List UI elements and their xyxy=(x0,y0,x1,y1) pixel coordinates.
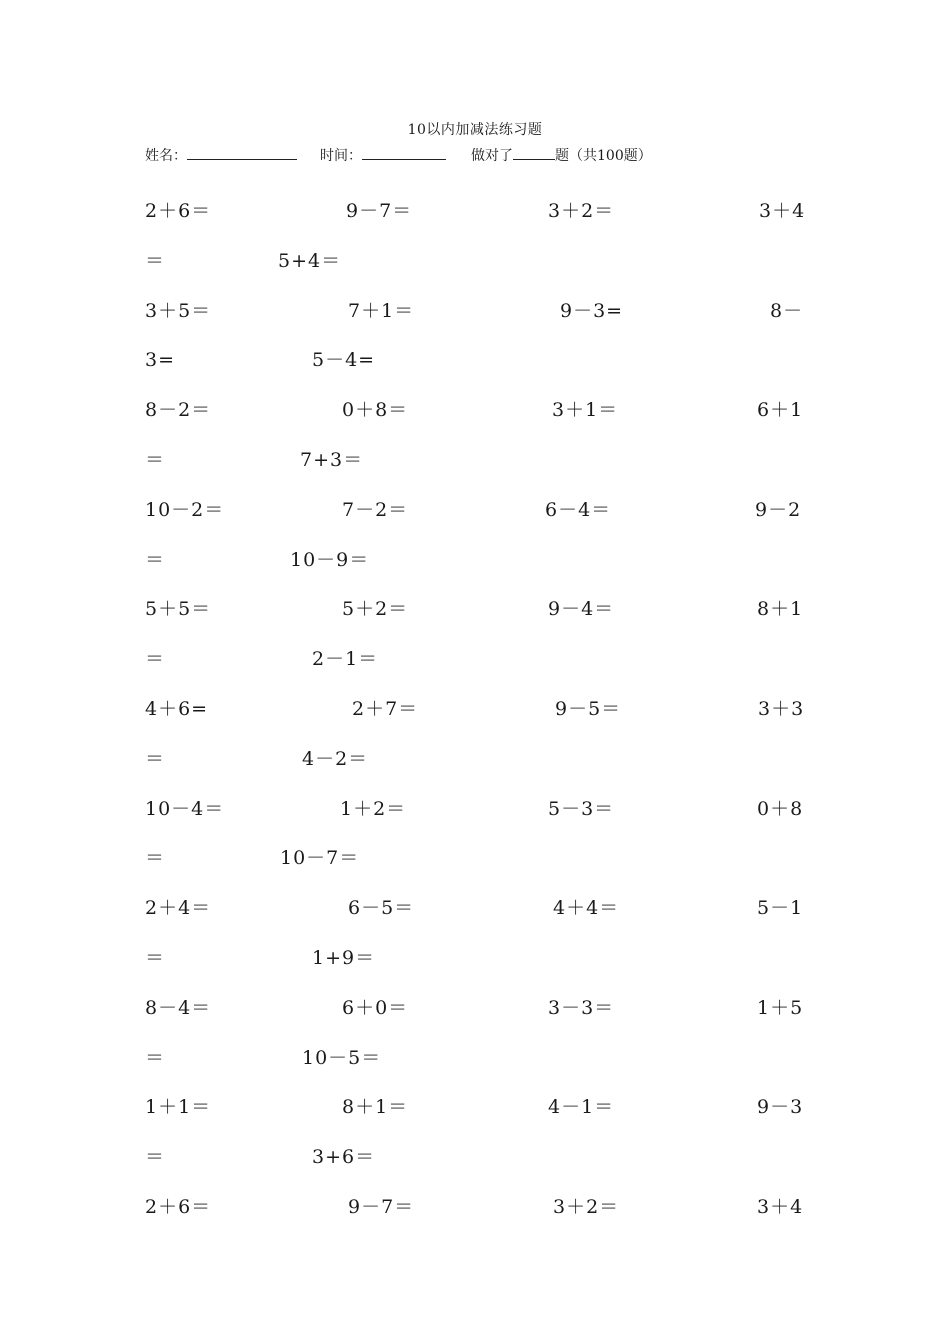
problem-14-1: 6－5＝ xyxy=(348,897,415,920)
problem-10-2: 9－5＝ xyxy=(555,698,622,720)
problem-8-0: 5＋5＝ xyxy=(145,598,212,621)
time-label: 时间： xyxy=(320,148,362,164)
problem-3-0: 3= xyxy=(145,349,176,372)
correct-label: 做对了 xyxy=(471,148,513,164)
name-label: 姓名： xyxy=(145,148,187,164)
problem-13-0: ＝ xyxy=(145,847,166,870)
problem-4-0: 8－2＝ xyxy=(145,399,212,422)
problem-6-3: 9－2 xyxy=(755,498,802,521)
problem-12-0: 10－4＝ xyxy=(145,797,225,820)
score-field xyxy=(471,144,652,165)
problem-14-3: 5－1 xyxy=(757,897,804,920)
problem-3-1: 5－4= xyxy=(312,349,376,372)
problem-7-1: 10－9＝ xyxy=(290,548,370,571)
problem-18-0: 1＋1＝ xyxy=(145,1096,212,1119)
problem-20-3: 3＋4 xyxy=(757,1196,804,1218)
problem-0-3: 3＋4 xyxy=(759,200,806,222)
problem-17-1: 10－5＝ xyxy=(302,1046,382,1069)
problem-16-1: 6＋0＝ xyxy=(342,996,409,1019)
problem-10-1: 2＋7＝ xyxy=(352,698,419,720)
problem-17-0: ＝ xyxy=(145,1046,166,1069)
problem-6-1: 7－2＝ xyxy=(342,498,409,521)
problem-11-0: ＝ xyxy=(145,747,166,770)
problem-14-0: 2＋4＝ xyxy=(145,897,212,920)
problem-18-2: 4－1＝ xyxy=(548,1096,615,1119)
problem-15-1: 1+9＝ xyxy=(312,947,376,969)
problem-19-1: 3+6＝ xyxy=(312,1146,376,1169)
problem-13-1: 10－7＝ xyxy=(280,847,360,870)
problem-16-3: 1＋5 xyxy=(757,996,804,1019)
problem-0-1: 9－7＝ xyxy=(346,200,413,222)
problem-2-2: 9－3= xyxy=(560,299,624,322)
problem-12-2: 5－3＝ xyxy=(548,797,615,820)
problem-2-0: 3＋5＝ xyxy=(145,299,212,322)
total-label: 题（共100题） xyxy=(555,148,652,164)
problem-18-1: 8＋1＝ xyxy=(342,1096,409,1119)
problem-19-0: ＝ xyxy=(145,1146,166,1169)
problem-6-2: 6－4＝ xyxy=(545,498,612,521)
problem-8-3: 8＋1 xyxy=(757,598,804,621)
time-blank[interactable] xyxy=(362,144,446,160)
problem-16-2: 3－3＝ xyxy=(548,996,615,1019)
problem-11-1: 4－2＝ xyxy=(302,747,369,770)
problem-6-0: 10－2＝ xyxy=(145,498,225,521)
name-blank[interactable] xyxy=(187,144,297,160)
correct-count-blank[interactable] xyxy=(513,144,555,160)
problem-9-1: 2－1＝ xyxy=(312,648,379,671)
time-field xyxy=(320,144,446,165)
problem-5-0: ＝ xyxy=(145,449,166,471)
problem-18-3: 9－3 xyxy=(757,1096,804,1119)
problem-9-0: ＝ xyxy=(145,648,166,671)
problem-10-0: 4＋6= xyxy=(145,698,209,720)
problem-0-0: 2＋6＝ xyxy=(145,200,212,222)
problem-0-2: 3＋2＝ xyxy=(548,200,615,222)
problem-5-1: 7+3＝ xyxy=(300,449,364,471)
problem-20-1: 9－7＝ xyxy=(348,1196,415,1218)
problem-1-1: 5+4＝ xyxy=(278,249,342,272)
problem-2-1: 7＋1＝ xyxy=(348,299,415,322)
problem-20-0: 2＋6＝ xyxy=(145,1196,212,1218)
problem-15-0: ＝ xyxy=(145,947,166,969)
problem-4-3: 6＋1 xyxy=(757,399,804,422)
problem-12-3: 0＋8 xyxy=(757,797,804,820)
problem-12-1: 1＋2＝ xyxy=(340,797,407,820)
problem-2-3: 8－ xyxy=(770,299,804,322)
problem-4-2: 3＋1＝ xyxy=(552,399,619,422)
problem-8-2: 9－4＝ xyxy=(548,598,615,621)
problem-20-2: 3＋2＝ xyxy=(553,1196,620,1218)
problem-16-0: 8－4＝ xyxy=(145,996,212,1019)
problem-10-3: 3＋3 xyxy=(758,698,805,720)
problem-4-1: 0＋8＝ xyxy=(342,399,409,422)
problem-1-0: ＝ xyxy=(145,249,166,272)
problem-14-2: 4＋4＝ xyxy=(553,897,620,920)
problem-8-1: 5＋2＝ xyxy=(342,598,409,621)
page-title: 10以内加减法练习题 xyxy=(407,122,543,138)
name-field xyxy=(145,144,297,165)
problem-7-0: ＝ xyxy=(145,548,166,571)
